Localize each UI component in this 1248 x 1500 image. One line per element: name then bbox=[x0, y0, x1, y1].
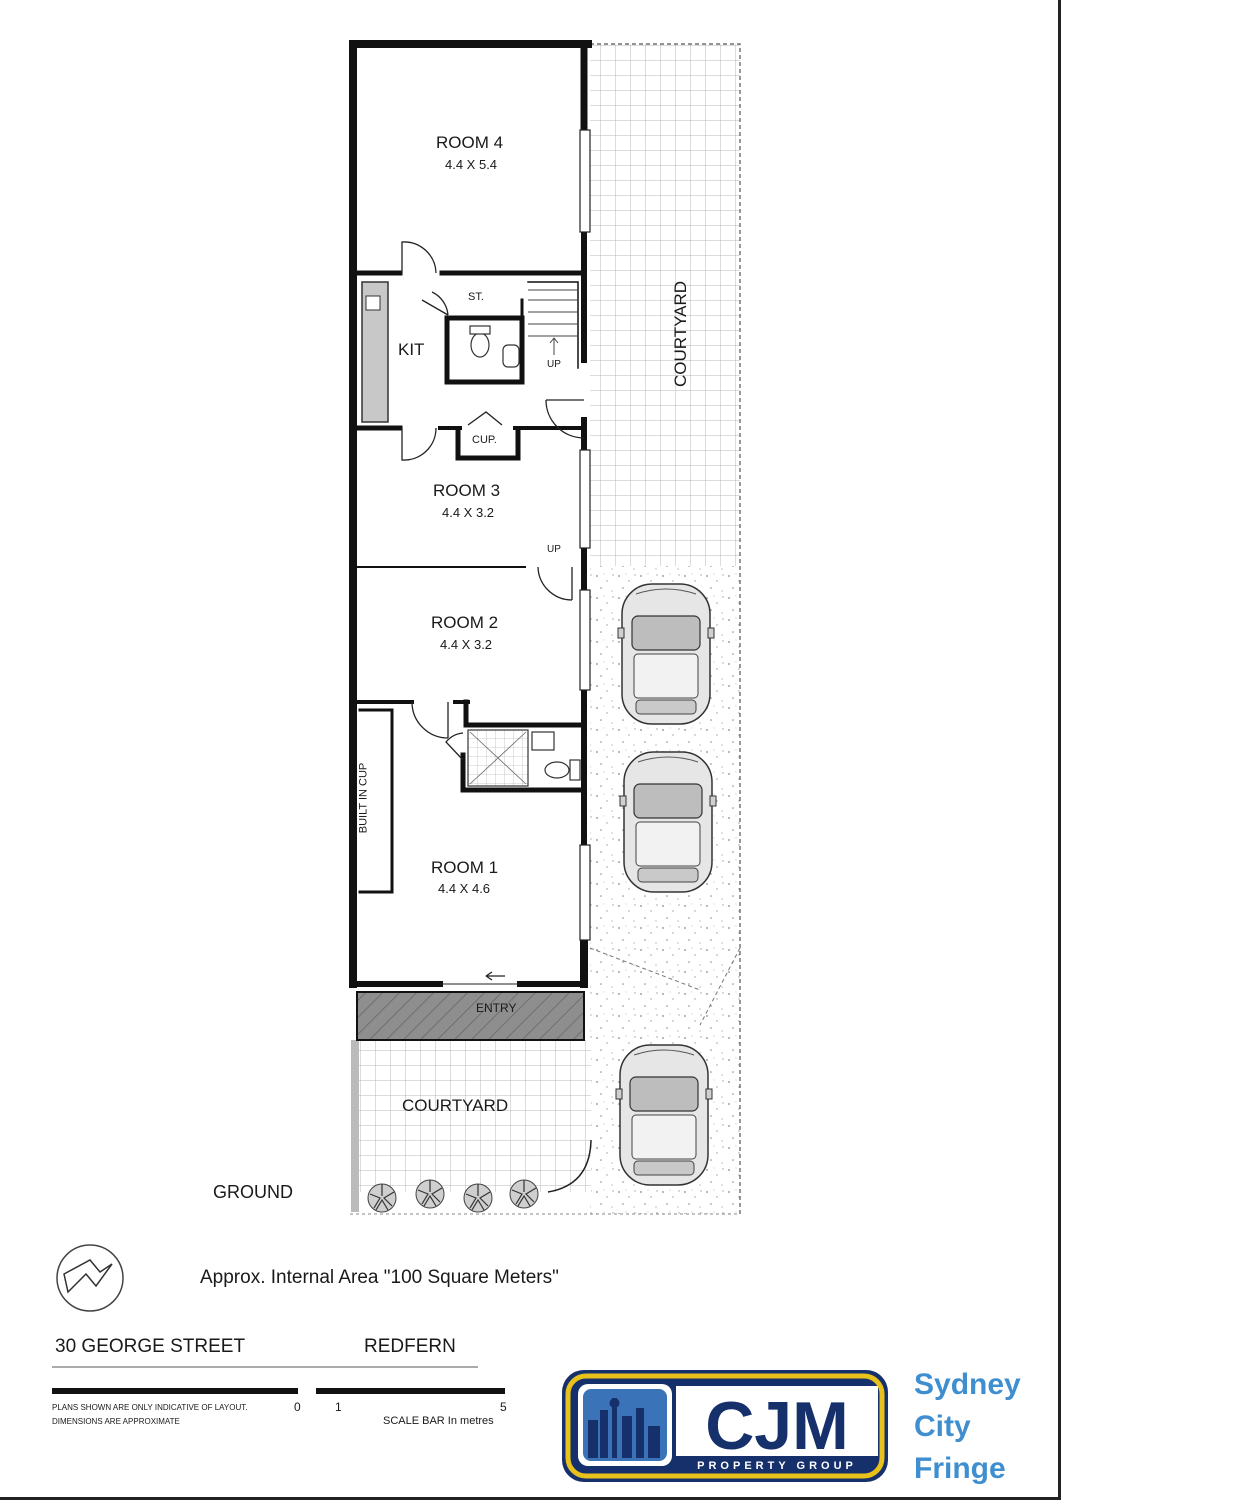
scale-tick-5: 5 bbox=[500, 1400, 507, 1414]
car-3 bbox=[616, 1045, 712, 1185]
room1-dims: 4.4 X 4.6 bbox=[438, 881, 491, 896]
side-courtyard-label: COURTYARD bbox=[671, 280, 691, 388]
front-courtyard-paving bbox=[351, 1040, 591, 1192]
logo-sub: PROPERTY GROUP bbox=[697, 1460, 857, 1472]
front-courtyard-label: COURTYARD bbox=[402, 1096, 509, 1115]
logo-name: CJM bbox=[705, 1388, 849, 1464]
address-suburb: REDFERN bbox=[364, 1336, 456, 1357]
scale-bar-label: SCALE BAR In metres bbox=[383, 1415, 494, 1427]
built-in-cup-label: BUILT IN CUP bbox=[357, 762, 370, 834]
stair-up-label-2: UP bbox=[547, 544, 561, 555]
disclaimer-line-2: DIMENSIONS ARE APPROXIMATE bbox=[52, 1417, 180, 1426]
room3-name: ROOM 3 bbox=[433, 481, 501, 500]
room1-name: ROOM 1 bbox=[431, 858, 499, 877]
scale-tick-0: 0 bbox=[294, 1400, 301, 1414]
stairs bbox=[528, 290, 578, 355]
page-border-right bbox=[1058, 0, 1061, 1500]
disclaimer-line-1: PLANS SHOWN ARE ONLY INDICATIVE OF LAYOUT. bbox=[52, 1403, 248, 1412]
side-courtyard-paving bbox=[590, 44, 740, 566]
tagline-line-2: City bbox=[914, 1410, 971, 1443]
level-label: GROUND bbox=[213, 1182, 293, 1202]
scale-bar bbox=[52, 1367, 505, 1394]
entry-porch bbox=[357, 992, 584, 1040]
entry-label: ENTRY bbox=[476, 1001, 517, 1015]
address-street: 30 GEORGE STREET bbox=[55, 1336, 246, 1357]
car-1 bbox=[618, 584, 714, 724]
room3-dims: 4.4 X 3.2 bbox=[442, 505, 495, 520]
tagline-line-1: Sydney bbox=[914, 1368, 1021, 1401]
cjm-logo bbox=[562, 1370, 888, 1482]
room4-dims: 4.4 X 5.4 bbox=[445, 157, 498, 172]
area-note: Approx. Internal Area "100 Square Meters" bbox=[200, 1267, 559, 1288]
store-label: ST. bbox=[468, 291, 484, 303]
scale-tick-1: 1 bbox=[335, 1400, 342, 1414]
north-arrow-icon bbox=[57, 1245, 123, 1311]
cupboard-label: CUP. bbox=[472, 434, 497, 446]
kitchen-label: KIT bbox=[398, 340, 425, 359]
room4-name: ROOM 4 bbox=[436, 133, 504, 152]
stair-up-label-1: UP bbox=[547, 359, 561, 370]
car-2 bbox=[620, 752, 716, 892]
room2-dims: 4.4 X 3.2 bbox=[440, 637, 493, 652]
room2-name: ROOM 2 bbox=[431, 613, 499, 632]
tagline-line-3: Fringe bbox=[914, 1452, 1006, 1485]
